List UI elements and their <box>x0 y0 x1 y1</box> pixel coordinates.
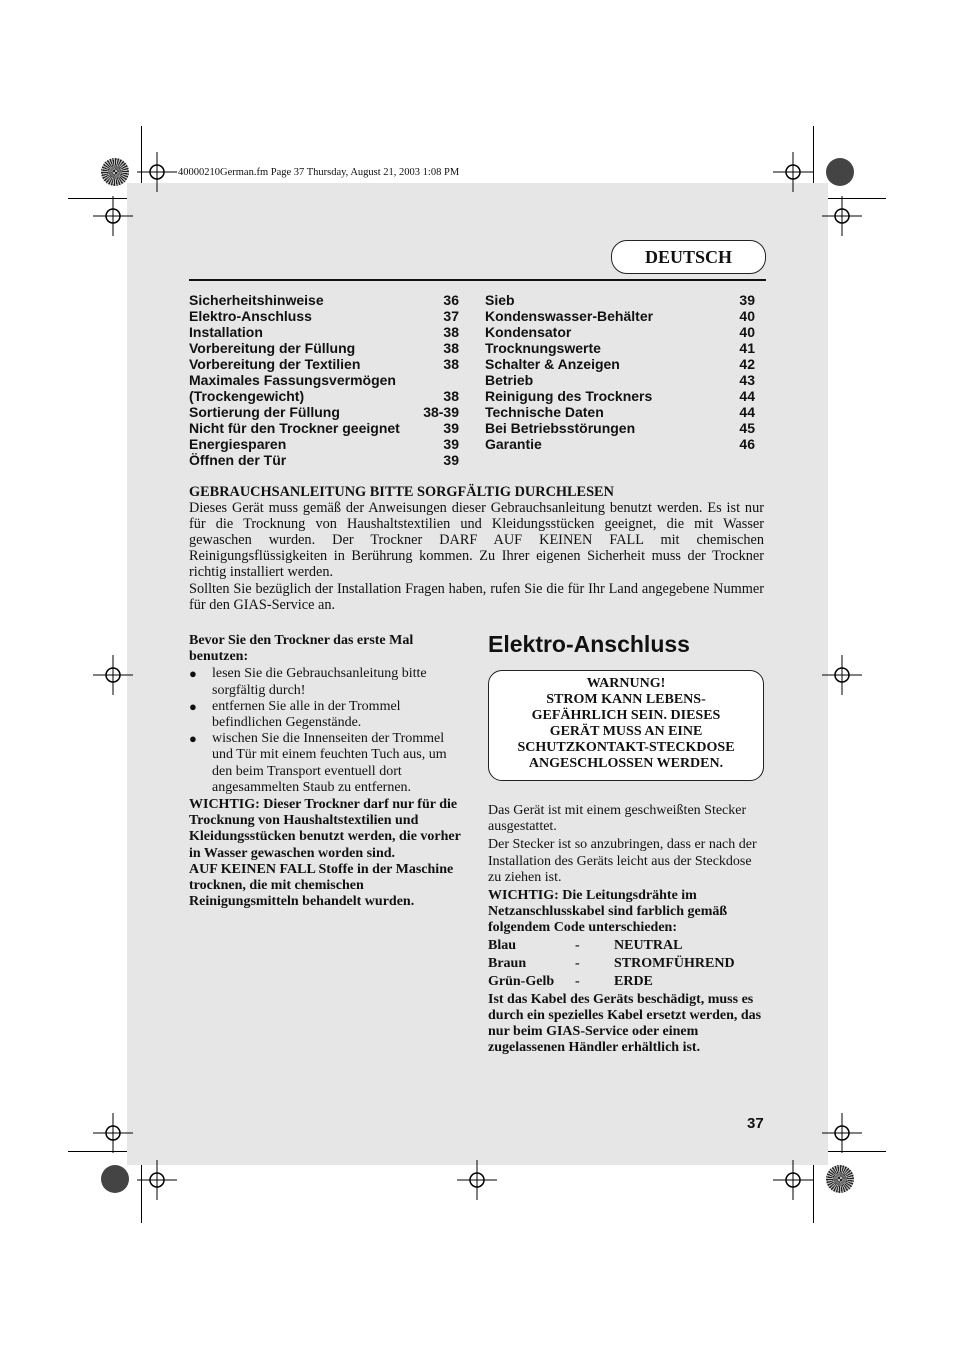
language-label: DEUTSCH <box>611 240 766 274</box>
toc-page: 38 <box>443 324 459 340</box>
toc-page: 39 <box>443 436 459 452</box>
header-rule <box>189 279 766 281</box>
crop-mark <box>813 1165 814 1223</box>
registration-mark-icon <box>773 152 813 192</box>
toc-left-column <box>189 292 459 468</box>
intro-heading: GEBRAUCHSANLEITUNG BITTE SORGFÄLTIG DURCHLESEN <box>189 484 614 500</box>
bullet-icon: ● <box>189 666 197 682</box>
bullet-icon: ● <box>189 731 197 747</box>
toc-title: Schalter & Anzeigen <box>485 356 620 372</box>
page-number: 37 <box>747 1115 764 1132</box>
toc-title: Vorbereitung der Textilien <box>189 356 361 372</box>
toc-title: Kondenswasser-Behälter <box>485 308 654 324</box>
toc-page: 38 <box>443 340 459 356</box>
toc-entry <box>485 324 755 340</box>
toc-entry <box>189 388 459 404</box>
bullet-icon: ● <box>189 698 197 714</box>
crop-mark <box>813 126 814 183</box>
table-row: Grün-Gelb - ERDE <box>488 973 653 989</box>
toc-entry <box>485 436 755 452</box>
registration-mark-icon <box>93 196 133 236</box>
warning-box: WARNUNG! STROM KANN LEBENS- GEFÄHRLICH SEIN. DIESES GERÄT MUSS AN EINE SCHUTZKONTAKT-STECKDOSE ANGESCHLOSSEN WERDEN. <box>488 670 764 781</box>
toc-page: 40 <box>739 324 755 340</box>
before-use-heading: Bevor Sie den Trockner das erste Mal benutzen: <box>189 633 414 665</box>
intro-section <box>189 484 764 613</box>
registration-mark-icon <box>822 655 862 695</box>
toc-page: 38 <box>443 388 459 404</box>
print-header: 40000210German.fm Page 37 Thursday, August 21, 2003 1:08 PM <box>178 167 460 178</box>
registration-mark-icon <box>93 655 133 695</box>
never-note: AUF KEINEN FALL Stoffe in der Maschine trocknen, die mit chemischen Reinigungsmitteln behandelt wurden. <box>189 861 454 910</box>
toc-title: Nicht für den Trockner geeignet <box>189 420 400 436</box>
intro-paragraph: Dieses Gerät muss gemäß der Anweisungen dieser Gebrauchsanleitung benutzt werden. Es ist nur für die Trocknung von Haushaltstextilien und Kleidungsstücken geeignet, die mit Wasser gewaschen wurden. Der Trockner DARF AUF KEINEN FALL mit chemischen Reinigungsflüssigkeiten in Berührung kommen. Zu Ihrer eigenen Sicherheit muss der Trockner richtig installiert werden. <box>189 500 764 580</box>
star-target-icon <box>826 158 854 186</box>
table-row: Blau - NEUTRAL <box>488 937 683 953</box>
star-target-icon <box>101 1165 129 1193</box>
list-item: ● wischen Sie die Innenseiten der Trommel und Tür mit einem feuchten Tuch aus, um den beim Transport eventuell dort angesammelten Staub zu entfernen. <box>189 731 447 795</box>
toc-right-column <box>485 292 755 452</box>
toc-page: 39 <box>443 420 459 436</box>
wire-code-heading: WICHTIG: Die Leitungsdrähte im Netzanschlusskabel sind farblich gemäß folgendem Code unterschieden: <box>488 888 728 936</box>
toc-title: Garantie <box>485 436 542 452</box>
toc-entry <box>485 356 755 372</box>
toc-entry <box>485 292 755 308</box>
toc-entry <box>485 340 755 356</box>
toc-entry <box>189 292 459 308</box>
toc-title: Reinigung des Trockners <box>485 388 653 404</box>
list-item: ● entfernen Sie alle in der Trommel befindlichen Gegenstände. <box>189 698 401 731</box>
toc-entry <box>189 340 459 356</box>
toc-entry <box>189 324 459 340</box>
registration-mark-icon <box>822 196 862 236</box>
toc-entry <box>485 308 755 324</box>
star-target-icon <box>826 1165 854 1193</box>
toc-page: 46 <box>739 436 755 452</box>
registration-mark-icon <box>137 1160 177 1200</box>
toc-entry <box>189 308 459 324</box>
toc-page: 38-39 <box>423 404 459 420</box>
registration-mark-icon <box>137 152 177 192</box>
toc-title: Maximales Fassungsvermögen <box>189 372 396 388</box>
toc-title: Elektro-Anschluss <box>189 308 312 324</box>
plug-paragraph: Das Gerät ist mit einem geschweißten Stecker ausgestattet. <box>488 803 747 835</box>
wire-color-table <box>488 937 735 991</box>
toc-entry <box>485 372 755 388</box>
section-title: Elektro-Anschluss <box>488 631 690 657</box>
toc-page: 36 <box>443 292 459 308</box>
registration-mark-icon <box>93 1113 133 1153</box>
intro-paragraph: Sollten Sie bezüglich der Installation Fragen haben, rufen Sie die für Ihr Land angegebene Nummer für den GIAS-Service an. <box>189 581 764 613</box>
toc-title: Trocknungswerte <box>485 340 601 356</box>
toc-page: 38 <box>443 356 459 372</box>
toc-title: (Trockengewicht) <box>189 388 305 404</box>
toc-title: Sieb <box>485 292 515 308</box>
toc-entry <box>189 404 459 420</box>
toc-title: Öffnen der Tür <box>189 452 287 468</box>
plug-paragraph: Der Stecker ist so anzubringen, dass er nach der Installation des Geräts leicht aus der Steckdose zu ziehen ist. <box>488 837 757 885</box>
damaged-cable-note: Ist das Kabel des Geräts beschädigt, muss es durch ein spezielles Kabel ersetzt werden, das nur beim GIAS-Service oder einem zugelassenen Händler erhältlich ist. <box>488 991 762 1056</box>
toc-page: 41 <box>739 340 755 356</box>
registration-mark-icon <box>773 1160 813 1200</box>
toc-entry <box>485 404 755 420</box>
right-column <box>488 630 766 1056</box>
toc-page: 39 <box>739 292 755 308</box>
toc-page: 43 <box>739 372 755 388</box>
toc-page: 44 <box>739 388 755 404</box>
star-target-icon <box>101 158 129 186</box>
toc-entry <box>485 388 755 404</box>
toc-title: Technische Daten <box>485 404 604 420</box>
toc-entry <box>189 420 459 436</box>
toc-title: Vorbereitung der Füllung <box>189 340 356 356</box>
table-row: Braun - STROMFÜHREND <box>488 955 735 971</box>
toc-page: 39 <box>443 452 459 468</box>
toc-entry <box>485 420 755 436</box>
toc-entry <box>189 356 459 372</box>
toc-page: 45 <box>739 420 755 436</box>
toc-entry <box>189 436 459 452</box>
left-column <box>189 633 465 910</box>
toc-page: 40 <box>739 308 755 324</box>
before-use-list <box>189 666 465 796</box>
toc-entry <box>189 372 459 388</box>
toc-entry <box>189 452 459 468</box>
registration-mark-icon <box>822 1113 862 1153</box>
toc-title: Installation <box>189 324 263 340</box>
toc-page: 42 <box>739 356 755 372</box>
list-item: ● lesen Sie die Gebrauchsanleitung bitte sorgfältig durch! <box>189 666 427 698</box>
toc-title: Energiesparen <box>189 436 287 452</box>
important-note: WICHTIG: Dieser Trockner darf nur für die Trocknung von Haushaltstextilien und Kleidungsstücken benutzt werden, die vorher in Wasser gewaschen worden sind. <box>189 797 461 861</box>
toc-page: 37 <box>443 308 459 324</box>
registration-mark-icon <box>457 1160 497 1200</box>
toc-title: Sicherheitshinweise <box>189 292 324 308</box>
toc-title: Bei Betriebsstörungen <box>485 420 636 436</box>
toc-title: Kondensator <box>485 324 572 340</box>
toc-page: 44 <box>739 404 755 420</box>
toc-title: Sortierung der Füllung <box>189 404 340 420</box>
toc-title: Betrieb <box>485 372 534 388</box>
